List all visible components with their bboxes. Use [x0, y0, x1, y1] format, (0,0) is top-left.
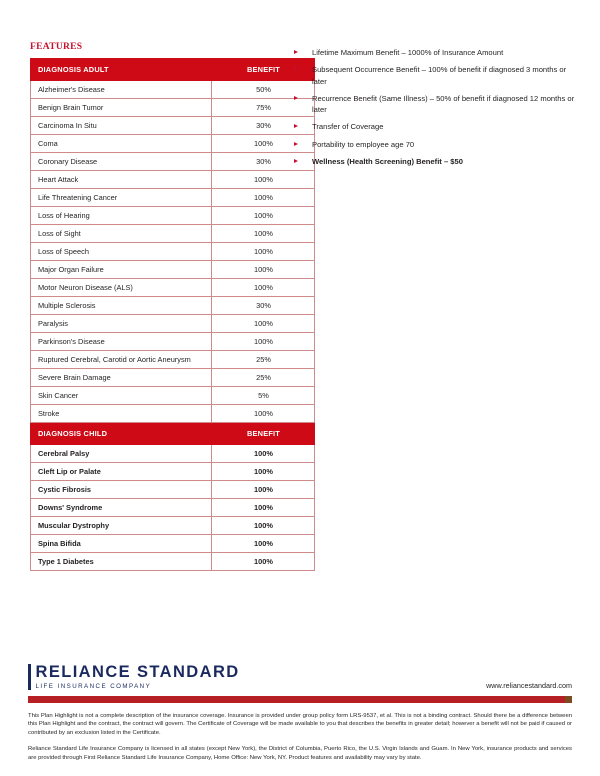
- cell-diagnosis: Severe Brain Damage: [31, 369, 212, 387]
- reliance-standard-logo: [28, 664, 240, 691]
- logo-bar-icon: [28, 664, 31, 690]
- cell-benefit: 30%: [212, 297, 315, 315]
- cell-benefit: 100%: [212, 243, 315, 261]
- cell-diagnosis: Major Organ Failure: [31, 261, 212, 279]
- cell-benefit: 100%: [212, 171, 315, 189]
- benefit-table-body-child: [31, 445, 315, 571]
- cell-diagnosis: Coma: [31, 135, 212, 153]
- list-item: [292, 156, 580, 168]
- cell-benefit: 100%: [212, 315, 315, 333]
- table-row: [31, 517, 315, 535]
- table-row: [31, 387, 315, 405]
- list-item-label: Wellness (Health Screening) Benefit – $50: [312, 156, 463, 166]
- cell-diagnosis: Carcinoma In Situ: [31, 117, 212, 135]
- triangle-bullet-icon: [294, 50, 298, 54]
- cell-diagnosis: Loss of Sight: [31, 225, 212, 243]
- table-row: [31, 499, 315, 517]
- benefit-table: [30, 58, 315, 571]
- cell-benefit: 30%: [212, 153, 315, 171]
- table-row: [31, 225, 315, 243]
- cell-benefit: 100%: [212, 481, 315, 499]
- footer-rule-end-cap: [565, 696, 572, 703]
- cell-diagnosis: Cleft Lip or Palate: [31, 463, 212, 481]
- list-item-label: Lifetime Maximum Benefit – 1000% of Insurance Amount: [312, 48, 504, 57]
- table-row: [31, 463, 315, 481]
- cell-benefit: 100%: [212, 189, 315, 207]
- cell-diagnosis: Alzheimer's Disease: [31, 81, 212, 99]
- column-header-diagnosis-child: DIAGNOSIS CHILD: [31, 423, 212, 445]
- table-row: [31, 445, 315, 463]
- cell-benefit: 100%: [212, 405, 315, 423]
- table-row: [31, 481, 315, 499]
- cell-diagnosis: Paralysis: [31, 315, 212, 333]
- cell-diagnosis: Muscular Dystrophy: [31, 517, 212, 535]
- table-header-row-child: [31, 423, 315, 445]
- table-row: [31, 405, 315, 423]
- table-row: [31, 81, 315, 99]
- cell-diagnosis: Motor Neuron Disease (ALS): [31, 279, 212, 297]
- logo-company-name: RELIANCE STANDARD: [35, 662, 240, 681]
- cell-benefit: 5%: [212, 387, 315, 405]
- cell-benefit: 100%: [212, 279, 315, 297]
- cell-benefit: 100%: [212, 535, 315, 553]
- triangle-bullet-icon: [294, 67, 298, 71]
- list-item-label: Recurrence Benefit (Same Illness) – 50% of benefit if diagnosed 12 months or later: [312, 93, 575, 115]
- cell-diagnosis: Multiple Sclerosis: [31, 297, 212, 315]
- list-item: [292, 93, 580, 116]
- table-row: [31, 535, 315, 553]
- cell-diagnosis: Coronary Disease: [31, 153, 212, 171]
- list-item: [292, 64, 580, 87]
- column-header-diagnosis-adult: DIAGNOSIS ADULT: [31, 59, 212, 81]
- disclaimer-paragraph-2: Reliance Standard Life Insurance Company is licensed in all states (except New York), the District of Columbia, Puerto Rico, the U.S. Virgin Islands and Guam. In New York, insurance products and services are provided through First Reliance Standard Life Insurance Company, Home Office: New York, NY. Product features and availability may vary by state.: [28, 746, 572, 761]
- cell-benefit: 25%: [212, 351, 315, 369]
- cell-benefit: 100%: [212, 499, 315, 517]
- cell-diagnosis: Type 1 Diabetes: [31, 553, 212, 571]
- disclaimer-paragraph-1: This Plan Highlight is not a complete description of the insurance coverage. Insurance is provided under group policy form LRS-9537, et al. This is not a binding contract. Should there be a difference between this Plan Highlight and the contract, the contract will govern. The Certificate of Coverage will be made available to you that describes the benefits in greater detail; however a benefit will not be paid if caused or contributed by an exclusion listed in the Certificate.: [28, 712, 572, 736]
- table-row: [31, 189, 315, 207]
- column-header-benefit-child: BENEFIT: [212, 423, 315, 445]
- table-row: [31, 279, 315, 297]
- feature-list: [292, 47, 580, 167]
- triangle-bullet-icon: [294, 142, 298, 146]
- cell-benefit: 100%: [212, 517, 315, 535]
- list-item-label: Transfer of Coverage: [312, 122, 384, 132]
- cell-benefit: 100%: [212, 553, 315, 571]
- right-column: [290, 0, 600, 173]
- logo-company-tagline: LIFE INSURANCE COMPANY: [35, 682, 152, 690]
- triangle-bullet-icon: [294, 96, 298, 100]
- footer-logo-row: [28, 661, 572, 691]
- table-row: [31, 99, 315, 117]
- cell-benefit: 100%: [212, 225, 315, 243]
- footer: [0, 661, 600, 776]
- triangle-bullet-icon: [294, 124, 298, 128]
- table-row: [31, 315, 315, 333]
- cell-benefit: 100%: [212, 135, 315, 153]
- cell-diagnosis: Skin Cancer: [31, 387, 212, 405]
- cell-diagnosis: Downs' Syndrome: [31, 499, 212, 517]
- cell-diagnosis: Loss of Hearing: [31, 207, 212, 225]
- list-item: [292, 121, 580, 133]
- table-row: [31, 153, 315, 171]
- cell-diagnosis: Loss of Speech: [31, 243, 212, 261]
- features-heading: FEATURES: [30, 42, 83, 52]
- cell-benefit: 75%: [212, 99, 315, 117]
- benefit-table-body-adult: [31, 81, 315, 423]
- cell-benefit: 50%: [212, 81, 315, 99]
- list-item-label: Portability to employee age 70: [312, 139, 415, 149]
- triangle-bullet-icon: [294, 159, 298, 163]
- table-row: [31, 351, 315, 369]
- cell-diagnosis: Parkinson's Disease: [31, 333, 212, 351]
- cell-diagnosis: Stroke: [31, 405, 212, 423]
- cell-benefit: 30%: [212, 117, 315, 135]
- cell-diagnosis: Cerebral Palsy: [31, 445, 212, 463]
- list-item-label: Subsequent Occurrence Benefit – 100% of benefit if diagnosed 3 months or later: [312, 65, 567, 86]
- cell-diagnosis: Life Threatening Cancer: [31, 189, 212, 207]
- table-row: [31, 297, 315, 315]
- table-row: [31, 243, 315, 261]
- cell-benefit: 100%: [212, 445, 315, 463]
- column-header-benefit-adult: BENEFIT: [212, 59, 315, 81]
- left-column: [0, 0, 290, 571]
- benefit-table-head: [31, 59, 315, 81]
- footer-divider-rule: [28, 696, 572, 703]
- cell-benefit: 100%: [212, 261, 315, 279]
- table-row: [31, 553, 315, 571]
- cell-benefit: 100%: [212, 333, 315, 351]
- footer-website-link[interactable]: www.reliancestandard.com: [486, 680, 572, 690]
- table-row: [31, 261, 315, 279]
- logo-text-group: [36, 664, 240, 691]
- list-item: [292, 47, 580, 59]
- table-row: [31, 135, 315, 153]
- cell-diagnosis: Ruptured Cerebral, Carotid or Aortic Aneurysm: [31, 351, 212, 369]
- table-row: [31, 207, 315, 225]
- cell-benefit: 100%: [212, 207, 315, 225]
- list-item: [292, 139, 580, 151]
- table-row: [31, 171, 315, 189]
- cell-diagnosis: Spina Bifida: [31, 535, 212, 553]
- cell-diagnosis: Benign Brain Tumor: [31, 99, 212, 117]
- cell-benefit: 100%: [212, 463, 315, 481]
- table-header-row-adult: [31, 59, 315, 81]
- cell-diagnosis: Cystic Fibrosis: [31, 481, 212, 499]
- footer-disclaimer: [28, 712, 572, 762]
- table-row: [31, 333, 315, 351]
- table-row: [31, 117, 315, 135]
- benefit-table-body-child-header: [31, 423, 315, 445]
- table-row: [31, 369, 315, 387]
- cell-diagnosis: Heart Attack: [31, 171, 212, 189]
- cell-benefit: 25%: [212, 369, 315, 387]
